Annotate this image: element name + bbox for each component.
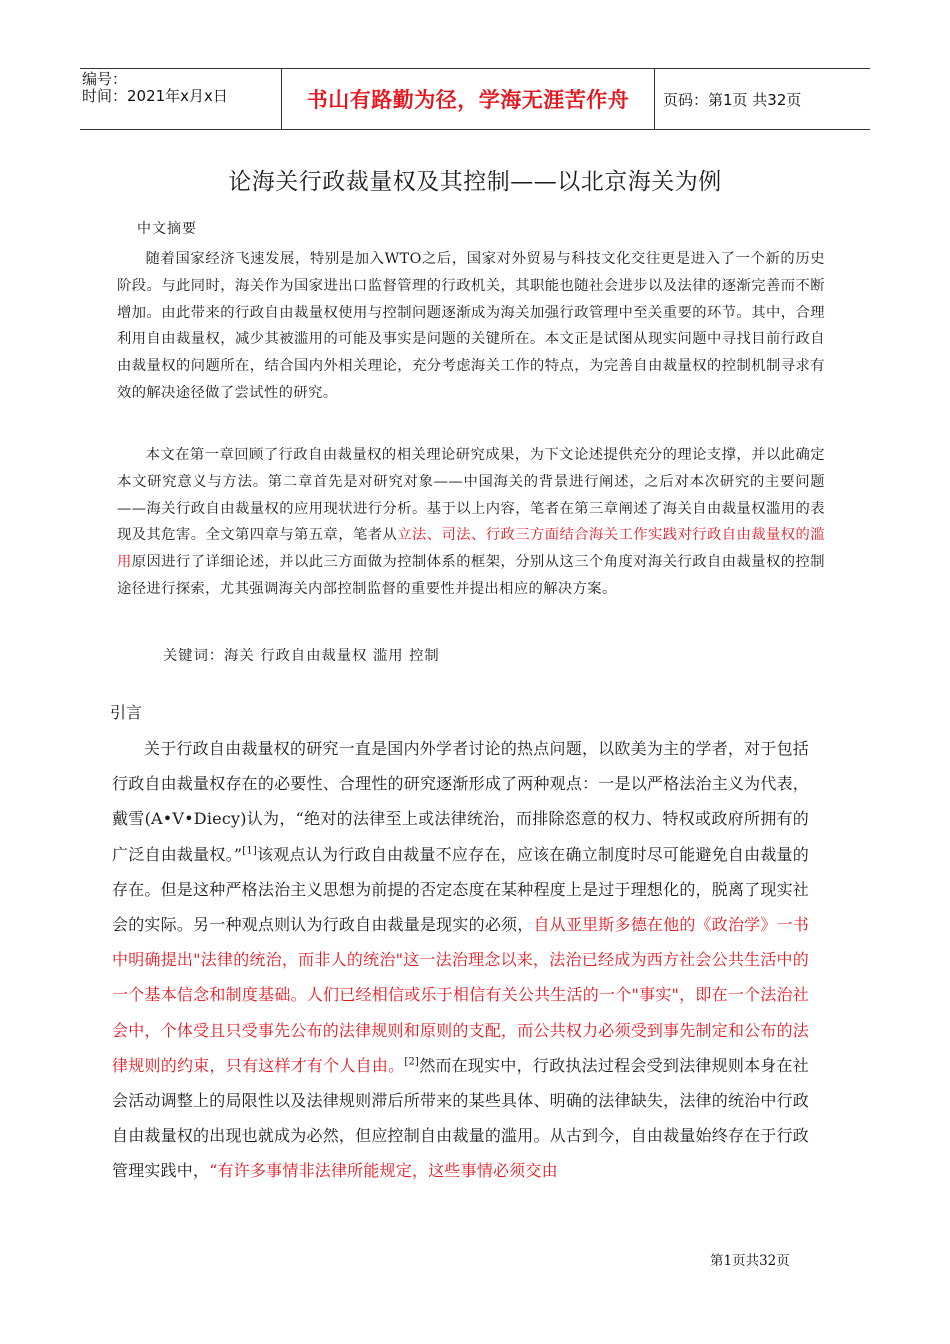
abstract-paragraph-1	[117, 246, 825, 407]
header-time: 时间：2021年x月x日	[82, 87, 228, 105]
abstract-paragraph-2	[117, 442, 825, 603]
highlighted-text: 立法、司法、行政三方面结合海关工作实践对行政自由裁量权的滥用	[117, 527, 825, 571]
intro-body	[112, 731, 809, 1189]
header-meta	[82, 69, 282, 105]
body-text: 关于行政自由裁量权的研究一直是国内外学者讨论的热点问题，以欧美为主的学者，对于包括行政自由裁量权存在的必要性、合理性的研究逐渐形成了两种观点：一是以严格法治主义为代表，戴雪(A•V•Diecy)认为，“绝对的法律至上或法律统治，而排除恣意的权力、特权或政府所拥有的广泛自由裁量权。”	[112, 739, 809, 864]
document-title: 论海关行政裁量权及其控制——以北京海关为例	[228, 169, 722, 195]
header-page-info: 页码：第1页 共32页	[663, 90, 802, 109]
body-text: 然而在现实中，行政执法过程会受到法律规则本身在社会活动调整上的局限性以及法律规则滞后所带来的某些具体、明确的法律缺失，法律的统治中行政自由裁量权的出现也就成为必然，但应控制自由裁量的滥用。从古到今，自由裁量始终存在于行政管理实践中，	[112, 1055, 809, 1181]
abstract-heading: 中文摘要	[137, 221, 197, 237]
abstract-text: 本文在第一章回顾了行政自由裁量权的相关理论研究成果，为下文论述提供充分的理论支撑，并以此确定本文研究意义与方法。第二章首先是对研究对象——中国海关的背景进行阐述，之后对本次研究的主要问题——海关行政自由裁量权的应用现状进行分析。基于以上内容，笔者在第三章阐述了海关自由裁量权滥用的表现及其危害。全文第四章与第五章，笔者从	[117, 447, 825, 544]
abstract-text: 原因进行了详细论述，并以此三方面做为控制体系的框架，分别从这三个角度对海关行政自由裁量权的控制途径进行探索，尤其强调海关内部控制监督的重要性并提出相应的解决方案。	[117, 554, 826, 597]
page-footer: 第1页共32页	[710, 1253, 790, 1269]
keywords: 关键词：海关 行政自由裁量权 滥用 控制	[163, 648, 440, 664]
page-header	[80, 68, 870, 130]
citation-ref: [1]	[242, 845, 258, 857]
section-heading-intro: 引言	[110, 703, 143, 722]
citation-ref: [2]	[404, 1056, 420, 1068]
body-text: 该观点认为行政自由裁量不应存在，应该在确立制度时尽可能避免自由裁量的存在。但是这种严格法治主义思想为前提的否定态度在某种程度上是过于理想化的，脱离了现实社会的实际。另一种观点则认为行政自由裁量是现实的必须，	[112, 844, 809, 935]
header-number: 编号：	[82, 70, 128, 88]
header-divider	[654, 69, 655, 129]
highlighted-text: “有许多事情非法律所能规定，这些事情必须交由	[209, 1161, 558, 1181]
header-motto: 书山有路勤为径，学海无涯苦作舟	[306, 88, 630, 112]
highlighted-text: 自从亚里斯多德在他的《政治学》一书中明确提出"法律的统治，而非人的统治"这一法治理念以来，法治已经成为西方社会公共生活中的一个基本信念和制度基础。人们已经相信或乐于相信有关公共生活的一个"事实"，即在一个法治社会中，个体受且只受事先公布的法律规则和原则的支配，而公共权力必须受到事先制定和公布的法律规则的约束，只有这样才有个人自由。	[112, 915, 810, 1075]
abstract-text: 随着国家经济飞速发展，特别是加入WTO之后，国家对外贸易与科技文化交往更是进入了一个新的历史阶段。与此同时，海关作为国家进出口监督管理的行政机关，其职能也随社会进步以及法律的逐渐完善而不断增加。由此带来的行政自由裁量权使用与控制问题逐渐成为海关加强行政管理中至关重要的环节。其中，合理利用自由裁量权，减少其被滥用的可能及事实是问题的关键所在。本文正是试图从现实问题中寻找目前行政自由裁量权的问题所在，结合国内外相关理论，充分考虑海关工作的特点，为完善自由裁量权的控制机制寻求有效的解决途径做了尝试性的研究。	[117, 251, 825, 401]
